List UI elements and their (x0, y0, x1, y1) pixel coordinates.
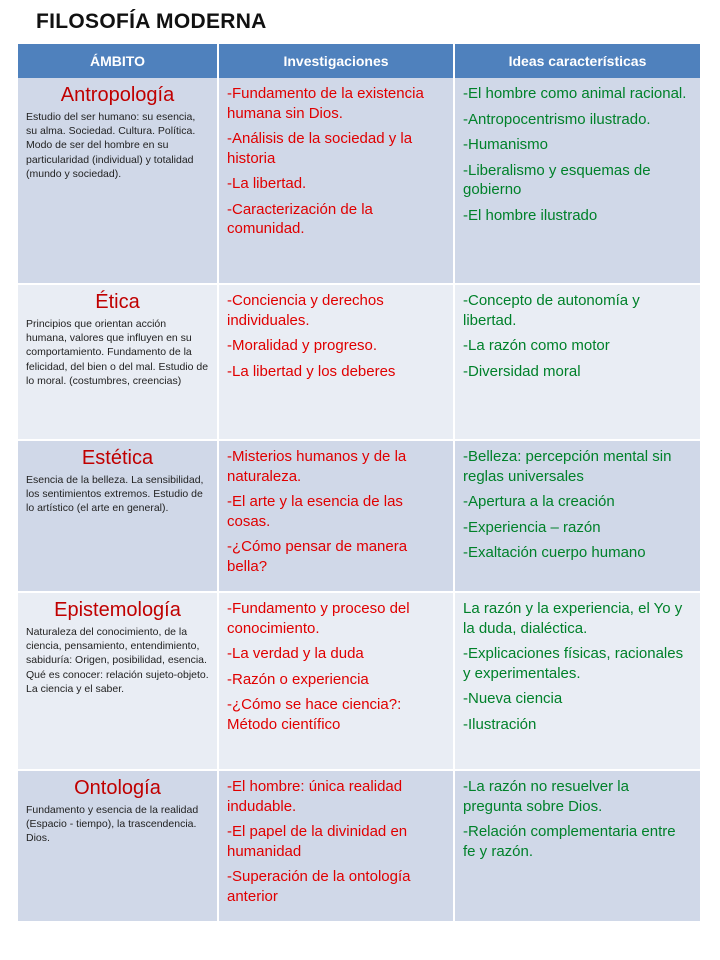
investigacion-item: -La libertad. (227, 175, 307, 192)
ambito-description: Principios que orientan acción humana, valores que influyen en su comportamiento. Fundamento de la felicidad, del bien o del mal. Estudio de lo moral. (costumbres, creencias) (26, 318, 209, 387)
investigacion-item: -Conciencia y derechos individuales. (227, 292, 384, 329)
table-row (18, 440, 700, 592)
investigacion-item: -La verdad y la duda (227, 645, 364, 662)
idea-item: -Ilustración (463, 715, 537, 733)
investigacion-item: -Caracterización de la comunidad. (227, 200, 373, 237)
idea-item: -Concepto de autonomía y libertad. (463, 292, 640, 329)
ideas-cell (454, 770, 700, 922)
table-row (18, 592, 700, 770)
investigaciones-cell (218, 440, 454, 592)
idea-item: -Experiencia – razón (463, 518, 601, 536)
investigacion-item: -El hombre: única realidad indudable. (227, 778, 403, 815)
ambito-description: Esencia de la belleza. La sensibilidad, los sentimientos extremos. Estudio de lo artístico (el arte en general). (26, 474, 204, 515)
idea-item: -Exaltación cuerpo humano (463, 544, 646, 561)
ambito-description: Estudio del ser humano: su esencia, su alma. Sociedad. Cultura. Política. Modo de ser del hombre en su particularidad (individual) y totalidad (mundo y sociedad). (26, 111, 196, 180)
idea-item: -Humanismo (463, 136, 549, 153)
header-ambito: ÁMBITO (18, 44, 218, 78)
ambito-cell (18, 284, 218, 440)
ambito-cell (18, 440, 218, 592)
investigacion-item: -¿Cómo pensar de manera bella? (227, 538, 408, 575)
idea-item: -Relación complementaria entre fe y razón. (463, 823, 676, 860)
investigaciones-cell (218, 78, 454, 284)
ambito-cell (18, 78, 218, 284)
ambito-description: Fundamento y esencia de la realidad (Espacio - tiempo), la trascendencia. Dios. (26, 804, 199, 845)
ambito-title: Ética (95, 291, 140, 313)
investigacion-item: -Análisis de la sociedad y la historia (227, 130, 413, 167)
investigacion-item: -Misterios humanos y de la naturaleza. (227, 448, 407, 485)
idea-item: -Apertura a la creación (463, 493, 615, 510)
investigaciones-cell (218, 592, 454, 770)
idea-item: -Liberalismo y esquemas de gobierno (463, 161, 651, 198)
idea-item: -Antropocentrismo ilustrado. (463, 110, 651, 128)
idea-item: -Explicaciones físicas, racionales y experimentales. (463, 645, 684, 682)
idea-item: -El hombre como animal racional. (463, 85, 687, 102)
table-row (18, 284, 700, 440)
idea-item: -El hombre ilustrado (463, 206, 598, 224)
idea-item: -Diversidad moral (463, 362, 581, 380)
ambito-cell (18, 592, 218, 770)
investigacion-item: -Moralidad y progreso. (227, 337, 378, 354)
investigacion-item: -El arte y la esencia de las cosas. (227, 493, 403, 530)
ambito-cell (18, 770, 218, 922)
investigacion-item: -¿Cómo se hace ciencia?: Método científico (227, 696, 402, 733)
ideas-cell (454, 440, 700, 592)
ambito-title: Epistemología (54, 599, 181, 621)
idea-item: La razón y la experiencia, el Yo y la duda, dialéctica. (463, 600, 683, 637)
investigacion-item: -La libertad y los deberes (227, 362, 396, 380)
page-title: FILOSOFÍA MODERNA (36, 10, 267, 33)
table-header-row (18, 44, 700, 78)
idea-item: -Nueva ciencia (463, 690, 563, 707)
ambito-title: Ontología (74, 777, 161, 799)
header-ideas: Ideas características (454, 44, 700, 78)
table-row (18, 78, 700, 284)
philosophy-table (18, 44, 700, 923)
investigaciones-cell (218, 770, 454, 922)
investigacion-item: -Razón o experiencia (227, 670, 369, 688)
investigacion-item: -Fundamento y proceso del conocimiento. (227, 600, 410, 637)
idea-item: -La razón no resuelver la pregunta sobre Dios. (463, 778, 629, 815)
ideas-cell (454, 78, 700, 284)
investigacion-item: -El papel de la divinidad en humanidad (227, 823, 408, 860)
idea-item: -La razón como motor (463, 337, 610, 354)
header-investigaciones: Investigaciones (218, 44, 454, 78)
ideas-cell (454, 592, 700, 770)
ambito-description: Naturaleza del conocimiento, de la ciencia, pensamiento, entendimiento, sabiduría: Origen, posibilidad, esencia. Qué es conocer: relación sujeto-objeto. La ciencia y el saber. (26, 626, 209, 695)
ideas-cell (454, 284, 700, 440)
investigacion-item: -Superación de la ontología anterior (227, 868, 411, 905)
investigacion-item: -Fundamento de la existencia humana sin Dios. (227, 85, 424, 122)
ambito-title: Estética (81, 447, 154, 469)
ambito-title: Antropología (60, 84, 175, 106)
idea-item: -Belleza: percepción mental sin reglas universales (463, 448, 672, 485)
investigaciones-cell (218, 284, 454, 440)
table-row (18, 770, 700, 922)
